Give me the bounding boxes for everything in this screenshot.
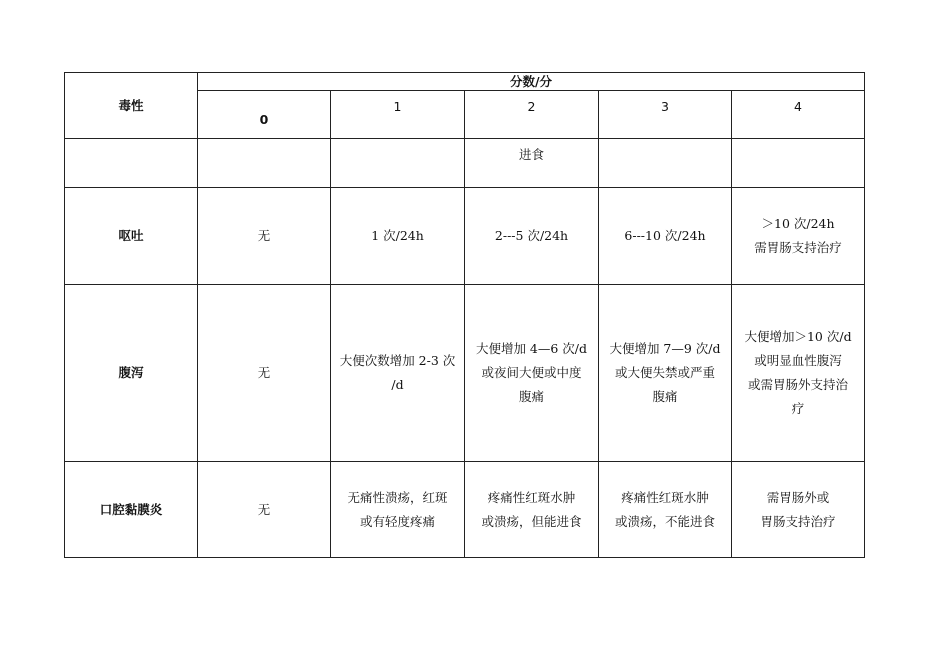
table-cell: [599, 285, 732, 462]
score-header: 分数/分: [198, 73, 865, 91]
cell-text: 进食: [518, 147, 544, 162]
cell-text: 大便次数增加 2-3 次: [339, 353, 456, 368]
table-cell: [599, 188, 732, 285]
grade-header-3: 3: [599, 91, 732, 139]
table-cell: [331, 188, 465, 285]
grade-header-1: 1: [331, 91, 465, 139]
table-row: [65, 139, 865, 188]
cell-text: 腹痛: [518, 389, 544, 404]
table-cell: [732, 285, 865, 462]
cell-text: 大便增加 7—9 次/d: [609, 341, 721, 356]
table-cell: [732, 139, 865, 188]
cell-text: 无: [257, 365, 271, 380]
table-cell: [732, 188, 865, 285]
grade-header-0: 0: [198, 91, 331, 139]
table-cell: [465, 285, 599, 462]
table-cell: [198, 285, 331, 462]
cell-text: 需胃肠外或: [766, 489, 830, 505]
grade-header-2: 2: [465, 91, 599, 139]
table-cell: [198, 188, 331, 285]
table-cell: [331, 462, 465, 558]
row-label-diarrhea: 腹泻: [65, 285, 198, 462]
cell-text: 疼痛性红斑水肿: [621, 489, 709, 505]
row-label-empty: [65, 139, 198, 188]
cell-text: 无痛性溃疡，红斑: [347, 489, 448, 505]
table-cell: [599, 462, 732, 558]
cell-text: 6---10 次/24h: [624, 228, 706, 243]
cell-text: 或溃疡，不能进食: [614, 513, 715, 529]
toxicity-header: 毒性: [65, 73, 198, 139]
table-cell: [465, 188, 599, 285]
cell-text: 大便增加＞10 次/d: [744, 329, 852, 344]
cell-text: 或明显血性腹泻: [754, 353, 842, 368]
table-row-diarrhea: [65, 285, 865, 462]
cell-text: 或需胃肠外支持治: [748, 377, 849, 392]
cell-text: 或大便失禁或严重: [614, 365, 715, 380]
cell-text: 无: [257, 228, 271, 243]
cell-text: /d: [391, 377, 404, 392]
table-cell: [198, 139, 331, 188]
cell-text: 胃肠支持治疗: [760, 513, 836, 529]
table-cell: [198, 462, 331, 558]
cell-text: 或有轻度疼痛: [359, 513, 435, 529]
cell-text: 或夜间大便或中度: [481, 365, 582, 380]
cell-text: 1 次/24h: [371, 228, 424, 243]
cell-text: ＞10 次/24h: [761, 216, 835, 231]
cell-text: 疗: [791, 401, 805, 416]
cell-text: 大便增加 4—6 次/d: [475, 341, 588, 356]
table-cell: [465, 462, 599, 558]
cell-text: 2---5 次/24h: [494, 228, 569, 243]
table-row-oral-mucositis: [65, 462, 865, 558]
toxicity-grading-table: [64, 72, 865, 558]
grade-header-4: 4: [732, 91, 865, 139]
row-label-oral-mucositis: 口腔黏膜炎: [65, 462, 198, 558]
table-cell: [599, 139, 732, 188]
cell-text: 或溃疡，但能进食: [481, 513, 582, 529]
cell-text: 需胃肠支持治疗: [754, 240, 842, 255]
table-row-vomiting: [65, 188, 865, 285]
cell-text: 腹痛: [652, 389, 678, 404]
cell-text: 无: [257, 501, 271, 517]
cell-text: 疼痛性红斑水肿: [487, 489, 576, 505]
table-cell: [331, 285, 465, 462]
table-cell: [331, 139, 465, 188]
table-cell: [465, 139, 599, 188]
table-cell: [732, 462, 865, 558]
header-row-score: [65, 73, 865, 91]
row-label-vomiting: 呕吐: [65, 188, 198, 285]
